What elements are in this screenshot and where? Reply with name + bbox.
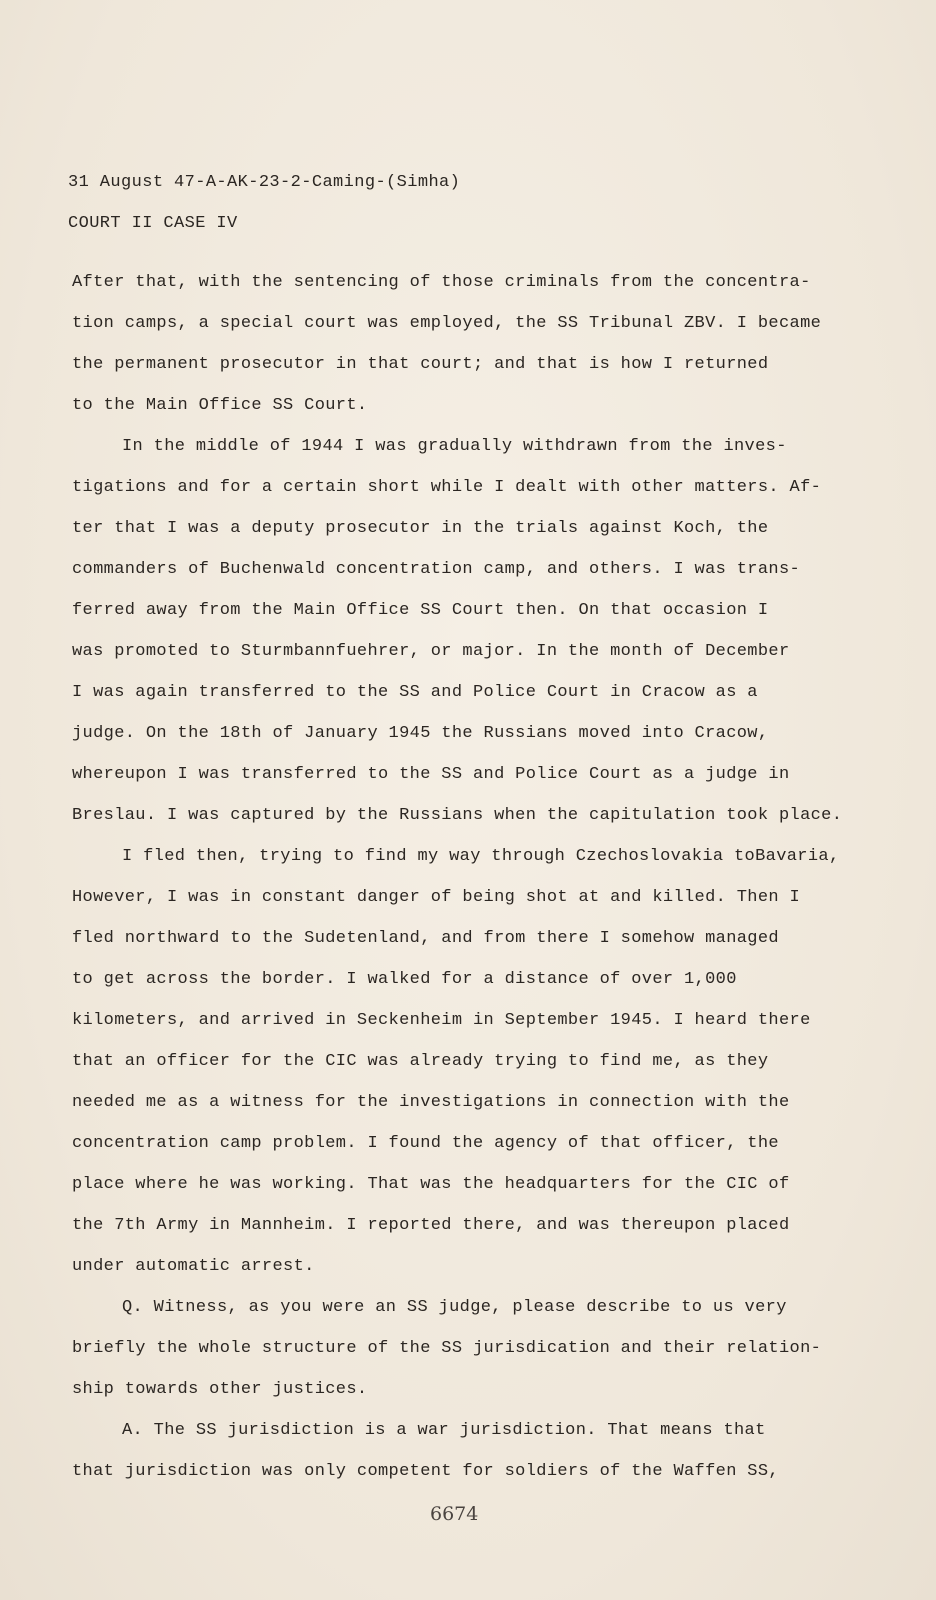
text-line: After that, with the sentencing of those criminals from the concentra- [72, 273, 811, 292]
text-line: the 7th Army in Mannheim. I reported there, and was thereupon placed [72, 1216, 790, 1235]
text-line: concentration camp problem. I found the agency of that officer, the [72, 1134, 779, 1153]
text-line: that jurisdiction was only competent for soldiers of the Waffen SS, [72, 1462, 779, 1481]
text-line: that an officer for the CIC was already trying to find me, as they [72, 1052, 769, 1071]
document-header-reference: 31 August 47-A-AK-23-2-Caming-(Simha) [68, 173, 461, 192]
text-line: However, I was in constant danger of being shot at and killed. Then I [72, 888, 801, 907]
text-line: ferred away from the Main Office SS Court then. On that occasion I [72, 601, 769, 620]
text-line: fled northward to the Sudetenland, and from there I somehow managed [72, 929, 779, 948]
text-line: In the middle of 1944 I was gradually withdrawn from the inves- [122, 437, 787, 456]
text-line: Breslau. I was captured by the Russians when the capitulation took place. [72, 806, 843, 825]
text-line: A. The SS jurisdiction is a war jurisdiction. That means that [122, 1421, 766, 1440]
text-line: to get across the border. I walked for a distance of over 1,000 [72, 970, 737, 989]
text-line: to the Main Office SS Court. [72, 396, 368, 415]
text-line: Q. Witness, as you were an SS judge, please describe to us very [122, 1298, 787, 1317]
text-line: ship towards other justices. [72, 1380, 368, 1399]
text-line: was promoted to Sturmbannfuehrer, or major. In the month of December [72, 642, 790, 661]
text-line: ter that I was a deputy prosecutor in the trials against Koch, the [72, 519, 769, 538]
text-line: needed me as a witness for the investigations in connection with the [72, 1093, 790, 1112]
document-header-case: COURT II CASE IV [68, 214, 238, 233]
text-line: the permanent prosecutor in that court; and that is how I returned [72, 355, 769, 374]
text-line: briefly the whole structure of the SS jurisdication and their relation- [72, 1339, 822, 1358]
text-line: tigations and for a certain short while I dealt with other matters. Af- [72, 478, 822, 497]
text-line: place where he was working. That was the headquarters for the CIC of [72, 1175, 790, 1194]
text-line: commanders of Buchenwald concentration camp, and others. I was trans- [72, 560, 801, 579]
text-line: judge. On the 18th of January 1945 the Russians moved into Cracow, [72, 724, 769, 743]
text-line: kilometers, and arrived in Seckenheim in September 1945. I heard there [72, 1011, 811, 1030]
page-number: 6674 [430, 1503, 479, 1525]
text-line: I was again transferred to the SS and Police Court in Cracow as a [72, 683, 758, 702]
text-line: tion camps, a special court was employed, the SS Tribunal ZBV. I became [72, 314, 822, 333]
text-line: I fled then, trying to find my way through Czechoslovakia toBavaria, [122, 847, 840, 866]
testimony-body [72, 262, 872, 1492]
text-line: whereupon I was transferred to the SS and Police Court as a judge in [72, 765, 790, 784]
text-line: under automatic arrest. [72, 1257, 315, 1276]
